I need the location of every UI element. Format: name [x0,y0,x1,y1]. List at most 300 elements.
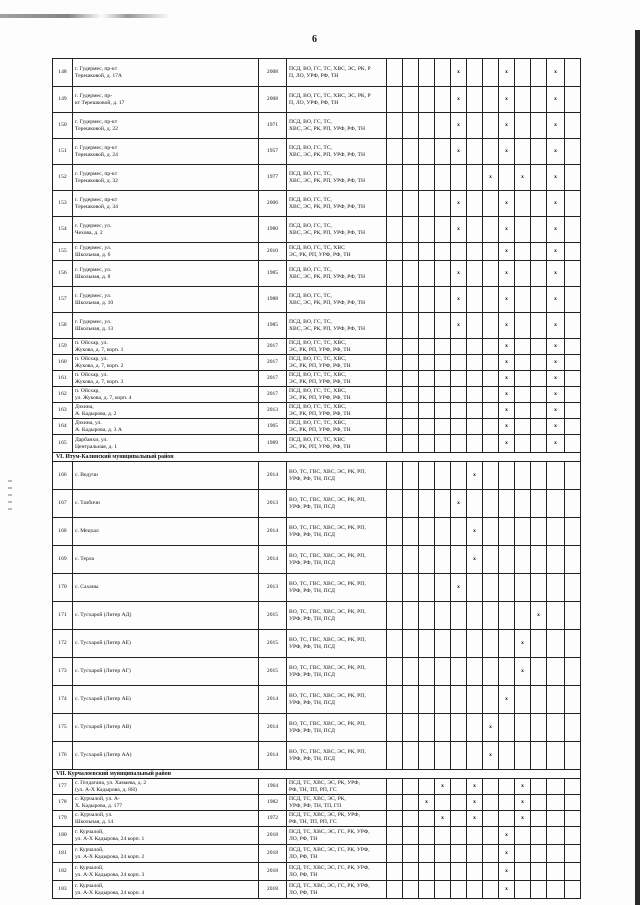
mark-cell: x [499,845,515,863]
mark-cell [499,630,515,658]
mark-cell [435,371,451,387]
mark-cell [403,355,419,371]
mark-cell [419,165,435,191]
mark-cell [499,518,515,546]
mark-cell [565,87,581,113]
table-body [53,59,581,899]
mark-cell: x [499,686,515,714]
mark-cell [547,845,565,863]
mark-cell [387,261,403,287]
year-cell: 2014 [259,546,287,574]
mark-cell [547,714,565,742]
mark-cell [451,546,467,574]
mark-cell [483,827,499,845]
address-cell: г. Гудермес, ул. Школьная, д. 8 [73,261,259,287]
mark-cell: x [435,811,451,827]
address-cell: с. Гелдагана, ул. Хамаева, д. 2 (ул. А-Х Кадырова, д. 8Н) [73,779,259,795]
mark-cell [419,686,435,714]
mark-cell [387,435,403,453]
mark-cell [419,191,435,217]
row-number: 165 [53,435,73,453]
mark-cell [387,87,403,113]
mark-cell [483,139,499,165]
row-number: 183 [53,881,73,899]
systems-cell: ВО, ТС, ГВС, ХВС, ЭС, РК, РП, УРФ, РФ, ТН, ПСД [287,490,387,518]
table-row [53,742,581,770]
mark-cell [403,686,419,714]
mark-cell [451,630,467,658]
mark-cell [565,490,581,518]
row-number: 154 [53,217,73,243]
mark-cell [565,217,581,243]
mark-cell [531,630,547,658]
year-cell: 1977 [259,165,287,191]
mark-cell: x [547,339,565,355]
mark-cell [515,87,531,113]
row-number: 149 [53,87,73,113]
mark-cell [499,546,515,574]
mark-cell [483,87,499,113]
mark-cell [419,658,435,686]
mark-cell [387,546,403,574]
mark-cell: x [451,287,467,313]
mark-cell: x [499,881,515,899]
address-cell: с. Тусхарой (Литер АА) [73,742,259,770]
mark-cell [531,403,547,419]
mark-cell [451,742,467,770]
mark-cell [387,518,403,546]
section-title: VII. Курчалоевский муниципальный район [53,770,581,779]
mark-cell: x [547,59,565,87]
mark-cell [467,845,483,863]
year-cell: 1971 [259,113,287,139]
mark-cell [515,191,531,217]
mark-cell [565,779,581,795]
table-row [53,779,581,795]
mark-cell [467,630,483,658]
mark-cell [435,217,451,243]
mark-cell [483,462,499,490]
address-cell: с. Тусхарой (Литер АБ) [73,686,259,714]
address-cell: с. Мецхал [73,518,259,546]
table-row [53,355,581,371]
mark-cell [547,658,565,686]
systems-cell: ВО, ТС, ГВС, ХВС, ЭС, РК, РП, УРФ, РФ, ТН, ПСД [287,742,387,770]
address-cell: г. Гудермес, пр-кт Терешковой, д. 17А [73,59,259,87]
mark-cell [531,191,547,217]
table-row [53,435,581,453]
address-cell: с. Тусхарой (Литер АГ) [73,658,259,686]
mark-cell: x [451,113,467,139]
mark-cell [499,490,515,518]
mark-cell [451,845,467,863]
row-number: 168 [53,518,73,546]
systems-cell: ВО, ТС, ГВС, ХВС, ЭС, РК, РП, УРФ, РФ, ТН, ПСД [287,686,387,714]
mark-cell [499,811,515,827]
mark-cell [547,602,565,630]
year-cell: 2013 [259,403,287,419]
mark-cell [565,113,581,139]
year-cell: 2008 [259,59,287,87]
mark-cell [403,87,419,113]
mark-cell: x [515,811,531,827]
mark-cell [483,217,499,243]
systems-cell: ПСД, ВО, ГС, ТС, ХВС, ЭС, РК, РП, УРФ, РФ, ТН [287,165,387,191]
mark-cell [387,387,403,403]
mark-cell [387,686,403,714]
mark-cell: x [547,313,565,339]
mark-cell: x [547,191,565,217]
mark-cell [419,845,435,863]
mark-cell [531,87,547,113]
mark-cell [467,87,483,113]
mark-cell [565,371,581,387]
mark-cell [515,546,531,574]
mark-cell [483,113,499,139]
mark-cell [435,630,451,658]
mark-cell [565,546,581,574]
mark-cell [531,863,547,881]
mark-cell [419,403,435,419]
mark-cell [483,863,499,881]
mark-cell [435,574,451,602]
mark-cell [435,546,451,574]
mark-cell [403,658,419,686]
address-cell: с. Терла [73,546,259,574]
mark-cell: x [547,243,565,261]
mark-cell [467,355,483,371]
mark-cell [547,546,565,574]
scan-artifact [0,14,170,18]
mark-cell: x [547,261,565,287]
year-cell: 2017 [259,387,287,403]
mark-cell [531,795,547,811]
mark-cell [387,827,403,845]
address-cell: Дарбанхи, ул. Центральная, д. 1 [73,435,259,453]
mark-cell [565,630,581,658]
table-row [53,87,581,113]
mark-cell [451,779,467,795]
mark-cell: x [499,313,515,339]
mark-cell [499,462,515,490]
mark-cell [531,355,547,371]
mark-cell [467,490,483,518]
mark-cell: x [419,795,435,811]
mark-cell [531,658,547,686]
systems-cell: ВО, ТС, ГВС, ХВС, ЭС, РК, РП, УРФ, РФ, ТН, ПСД [287,658,387,686]
mark-cell: x [547,217,565,243]
mark-cell [451,339,467,355]
mark-cell: x [499,261,515,287]
address-cell: г. Гудермес, пр- кт Терешковой, д. 17 [73,87,259,113]
systems-cell: ПСД, ТС, ХВС, ЭС, РК, УРФ, РФ, ТН, ТП, РП, ГС [287,811,387,827]
mark-cell [435,714,451,742]
address-cell: Дэхина, ул. А. Кадырова, д. 3 А [73,419,259,435]
mark-cell [419,602,435,630]
mark-cell [467,574,483,602]
address-cell: г. Курчалой, ул. А-Х Кадырова, 24 корп. 4 [73,881,259,899]
mark-cell [419,827,435,845]
year-cell: 2014 [259,742,287,770]
mark-cell [467,602,483,630]
mark-cell [467,243,483,261]
mark-cell: x [499,339,515,355]
year-cell: 2014 [259,714,287,742]
table-row [53,811,581,827]
systems-cell: ПСД, ВО, ГС, ТС, ХВС, ЭС, РК, РП, УРФ, РФ, ТН [287,371,387,387]
mark-cell [483,602,499,630]
mark-cell [403,881,419,899]
mark-cell: x [451,191,467,217]
mark-cell [483,355,499,371]
mark-cell: x [435,779,451,795]
mark-cell [547,490,565,518]
mark-cell [403,217,419,243]
mark-cell [483,435,499,453]
year-cell: 2013 [259,574,287,602]
mark-cell [547,462,565,490]
address-cell: г. Гудермес, ул. Школьная, д. 10 [73,287,259,313]
mark-cell [515,845,531,863]
mark-cell [451,462,467,490]
address-cell: с. Тусхарой (Литер АД) [73,602,259,630]
systems-cell: ВО, ТС, ГВС, ХВС, ЭС, РК, РП, УРФ, РФ, ТН, ПСД [287,602,387,630]
row-number: 156 [53,261,73,287]
address-cell: п. Ойсхар, ул. Жукова, д. 7, корп. 4 [73,387,259,403]
mark-cell [531,714,547,742]
mark-cell [483,630,499,658]
mark-cell [499,779,515,795]
mark-cell [403,863,419,881]
address-cell: г. Гудермес, пр-кт Терешковой, д. 22 [73,113,259,139]
table-row [53,403,581,419]
table-row [53,287,581,313]
row-number: 180 [53,827,73,845]
row-number: 162 [53,387,73,403]
systems-cell: ПСД, ВО, ГС, ТС, ХВС, ЭС, РК, Р П, ЛО, УРФ, РФ, ТН [287,87,387,113]
mark-cell [565,287,581,313]
mark-cell [387,795,403,811]
mark-cell [435,686,451,714]
mark-cell [403,387,419,403]
mark-cell [403,630,419,658]
mark-cell [565,419,581,435]
mark-cell [483,795,499,811]
systems-cell: ПСД, ТС, ХВС, ЭС, ГС, РК, УРФ, ЛО, РФ, ТН [287,863,387,881]
mark-cell [387,462,403,490]
mark-cell [435,742,451,770]
table-row [53,261,581,287]
year-cell: 2015 [259,602,287,630]
mark-cell [387,845,403,863]
mark-cell [515,287,531,313]
row-number: 167 [53,490,73,518]
table-row [53,795,581,811]
mark-cell [403,742,419,770]
address-cell: с. Тазбичи [73,490,259,518]
table-row [53,217,581,243]
mark-cell: x [515,658,531,686]
address-cell: г. Гудермес, пр-кт Терешковой, д. 24 [73,139,259,165]
systems-cell: ПСД, ВО, ГС, ТС, ХВС, ЭС, РК, РП, УРФ, РФ, ТН [287,287,387,313]
year-cell: 1982 [259,795,287,811]
systems-cell: ПСД, ТС, ХВС, ЭС, ГС, РК, УРФ, ЛО, РФ, ТН [287,845,387,863]
mark-cell: x [451,139,467,165]
mark-cell: x [547,87,565,113]
mark-cell: x [451,574,467,602]
mark-cell [419,714,435,742]
year-cell: 2017 [259,355,287,371]
mark-cell: x [499,217,515,243]
mark-cell [531,313,547,339]
mark-cell [435,863,451,881]
row-number: 170 [53,574,73,602]
systems-cell: ПСД, ВО, ГС, ТС, ХВС ЭС, РК, РП, УРФ, РФ, ТН [287,435,387,453]
mark-cell [467,827,483,845]
mark-cell [403,714,419,742]
mark-cell [531,243,547,261]
mark-cell [565,811,581,827]
mark-cell [435,462,451,490]
row-number: 152 [53,165,73,191]
mark-cell [565,165,581,191]
row-number: 151 [53,139,73,165]
mark-cell [515,403,531,419]
mark-cell [387,811,403,827]
mark-cell [467,419,483,435]
mark-cell [467,403,483,419]
mark-cell [531,419,547,435]
systems-cell: ПСД, ТС, ХВС, ЭС, ГС, РК, УРФ, ЛО, РФ, ТН [287,881,387,899]
mark-cell [387,714,403,742]
mark-cell [387,779,403,795]
year-cell: 2017 [259,371,287,387]
mark-cell [565,339,581,355]
mark-cell [483,546,499,574]
mark-cell: x [499,287,515,313]
mark-cell [565,686,581,714]
mark-cell: x [467,795,483,811]
mark-cell [547,742,565,770]
mark-cell [565,243,581,261]
systems-cell: ПСД, ВО, ГС, ТС, ХВС, ЭС, РК, РП, УРФ, РФ, ТН [287,139,387,165]
mark-cell [483,686,499,714]
mark-cell [531,845,547,863]
mark-cell [467,371,483,387]
systems-cell: ПСД, ТС, ХВС, ЭС, РК, УРФ, РФ, ТН, ТП, ГП [287,795,387,811]
mark-cell [547,811,565,827]
mark-cell [387,191,403,217]
address-cell: г. Курчалой, ул. А-Х Кадырова, 24 корп. 3 [73,863,259,881]
mark-cell [419,779,435,795]
systems-cell: ПСД, ТС, ХВС, ЭС, ГС, РК, УРФ, ЛО, РФ, ТН [287,827,387,845]
mark-cell: x [499,827,515,845]
year-cell: 2014 [259,686,287,714]
mark-cell [403,403,419,419]
mark-cell [403,113,419,139]
mark-cell [435,518,451,546]
row-number: 159 [53,339,73,355]
year-cell: 2010 [259,243,287,261]
mark-cell [387,113,403,139]
mark-cell [467,59,483,87]
mark-cell [515,602,531,630]
mark-cell: x [499,419,515,435]
mark-cell: x [531,602,547,630]
mark-cell [531,387,547,403]
mark-cell [499,574,515,602]
address-cell: с. Тусхарой (Литер АВ) [73,714,259,742]
mark-cell: x [451,261,467,287]
mark-cell [515,518,531,546]
mark-cell [451,658,467,686]
mark-cell [531,462,547,490]
mark-cell [531,339,547,355]
mark-cell [565,714,581,742]
mark-cell: x [483,714,499,742]
year-cell: 1985 [259,313,287,339]
mark-cell: x [467,462,483,490]
mark-cell [565,403,581,419]
mark-cell [451,243,467,261]
table-row [53,165,581,191]
mark-cell [435,339,451,355]
mark-cell [515,217,531,243]
mark-cell [403,243,419,261]
mark-cell [403,779,419,795]
systems-cell: ВО, ТС, ГВС, ХВС, ЭС, РК, РП, УРФ, РФ, ТН, ПСД [287,630,387,658]
year-cell: 2018 [259,827,287,845]
mark-cell [547,574,565,602]
mark-cell: x [547,387,565,403]
mark-cell [515,339,531,355]
mark-cell: x [547,419,565,435]
mark-cell [531,742,547,770]
mark-cell [547,779,565,795]
mark-cell: x [451,490,467,518]
mark-cell: x [547,165,565,191]
address-cell: с. Курчалой, ул. А- Х. Кадырова, д. 177 [73,795,259,811]
mark-cell [547,881,565,899]
mark-cell [403,462,419,490]
year-cell: 1965 [259,419,287,435]
mark-cell [387,602,403,630]
year-cell: 2018 [259,881,287,899]
year-cell: 1988 [259,287,287,313]
address-cell: г. Гудермес, ул. Школьная, д. 6 [73,243,259,261]
table-row [53,419,581,435]
mark-cell [565,59,581,87]
row-number: 169 [53,546,73,574]
table-row [53,191,581,217]
mark-cell [483,881,499,899]
mark-cell: x [515,630,531,658]
mark-cell [419,419,435,435]
mark-cell: x [547,371,565,387]
mark-cell: x [499,863,515,881]
mark-cell [403,574,419,602]
mark-cell [419,59,435,87]
mark-cell [467,165,483,191]
table-row [53,714,581,742]
mark-cell [435,490,451,518]
systems-cell: ПСД, ВО, ГС, ТС, ХВС ЭС, РК, РП, УРФ, РФ, ТН [287,243,387,261]
mark-cell: x [515,165,531,191]
mark-cell [531,59,547,87]
mark-cell [419,139,435,165]
mark-cell [403,191,419,217]
mark-cell [451,387,467,403]
